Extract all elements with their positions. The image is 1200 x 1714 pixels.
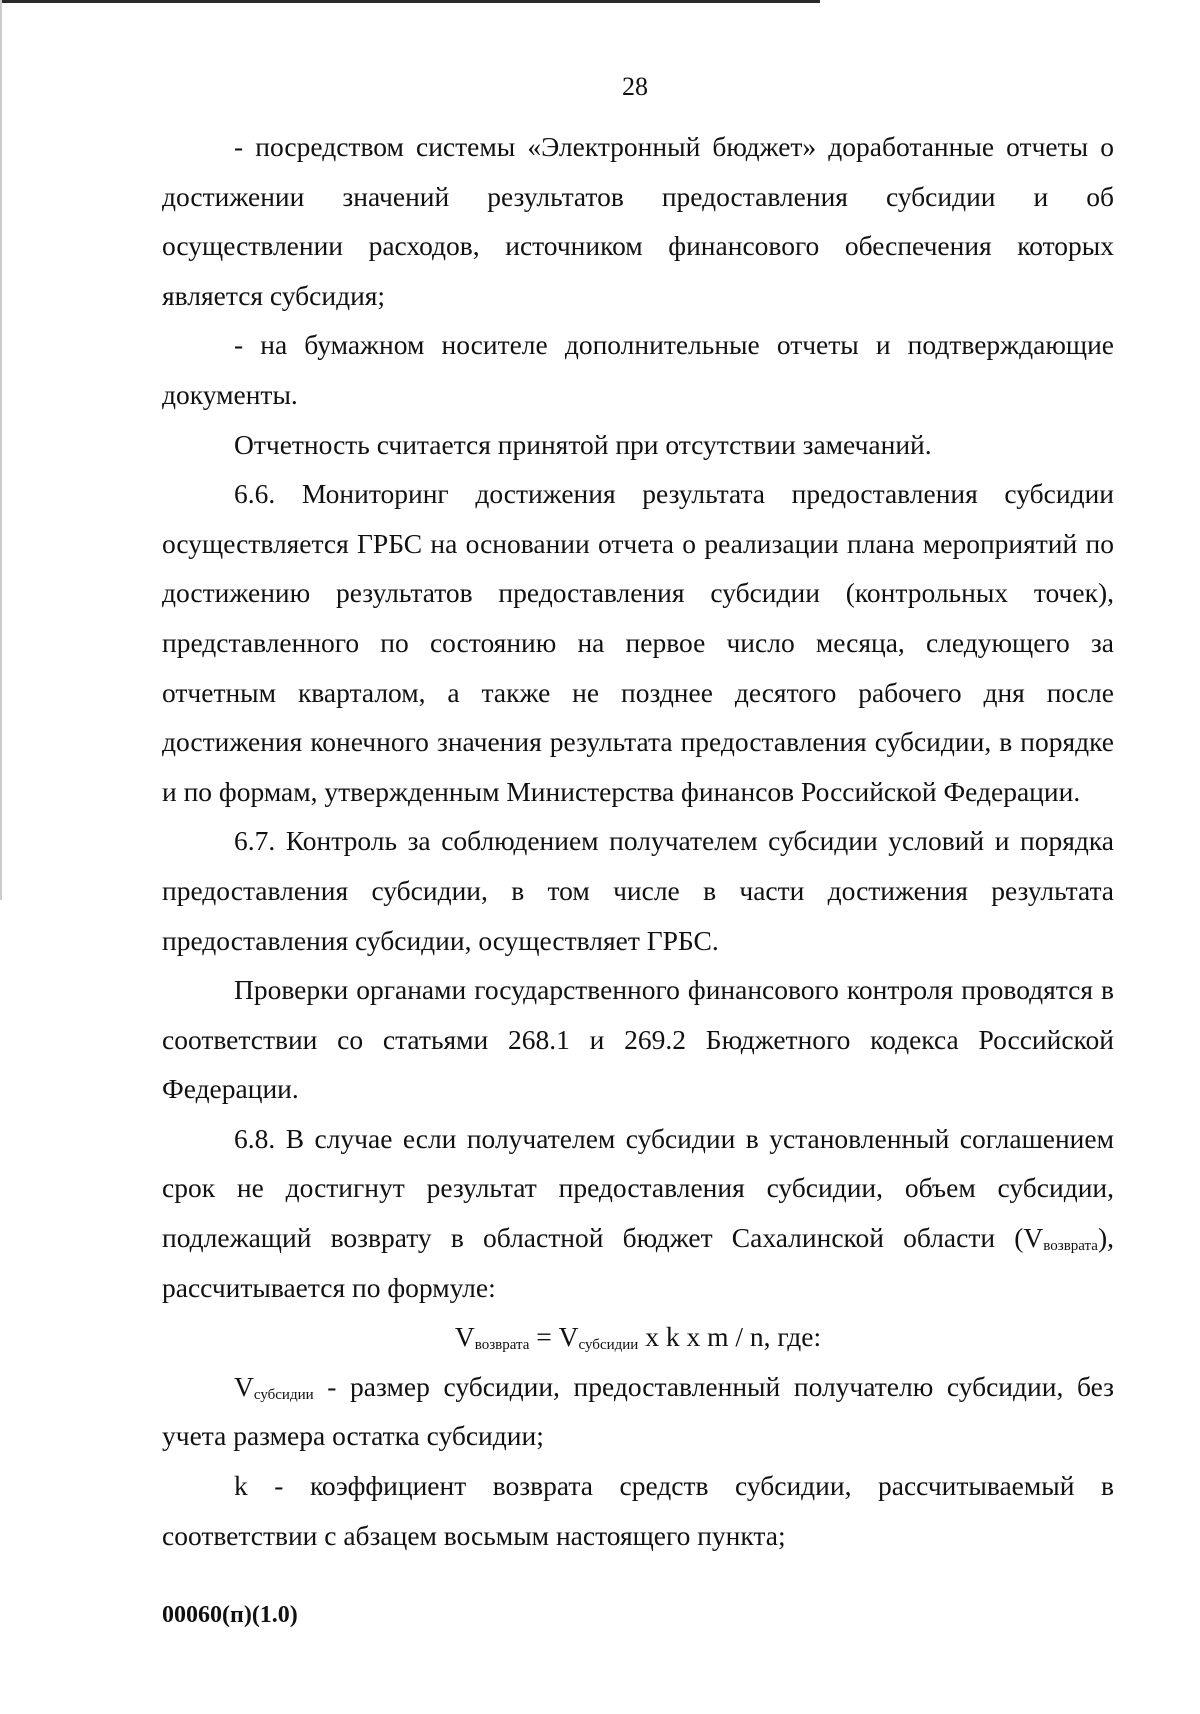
scan-top-border [0, 0, 820, 3]
document-body [162, 122, 1114, 1560]
paragraph-electronic-budget-reports: - посредством системы «Электронный бюджет» доработанные отчеты о достижении значений результатов предоставления субсидии и об осуществлении расходов, источником финансового обеспечения которых является субсидия; [162, 131, 1114, 311]
p7-tail: ), рассчитывается по формуле: [162, 1222, 1114, 1303]
paragraph-6-8-refund [162, 1114, 1114, 1312]
p7-subscript: возврата [1043, 1238, 1098, 1255]
paragraph-6-6-monitoring: 6.6. Мониторинг достижения результата предоставления субсидии осуществляется ГРБС на основании отчета о реализации плана мероприятий по достижению результатов предоставления субсидии (контрольных точек), представленного по состоянию на первое число месяца, следующего за отчетным кварталом, а также не позднее десятого рабочего дня после достижения конечного значения результата предоставления субсидии, в порядке и по формам, утвержденным Министерства финансов Российской Федерации. [162, 478, 1114, 807]
refund-formula [162, 1312, 1114, 1362]
p8-text: - размер субсидии, предоставленный получателю субсидии, без учета размера остатка субсидии; [162, 1370, 1114, 1452]
scan-left-edge [0, 0, 2, 900]
paragraph-6-7-control: 6.7. Контроль за соблюдением получателем субсидии условий и порядка предоставления субсидии, в том числе в части достижения результата предоставления субсидии, осуществляет ГРБС. [162, 825, 1114, 956]
p8-v: V [234, 1370, 254, 1402]
p7-text: 6.8. В случае если получателем субсидии в установленный соглашением срок не достигнут результат предоставления субсидии, объем субсидии, подлежащий возврату в областной бюджет Сахалинской области (V [162, 1122, 1114, 1254]
paragraph-financial-control-checks: Проверки органами государственного финансового контроля проводятся в соответствии со статьями 268.1 и 269.2 Бюджетного кодекса Российской Федерации. [162, 974, 1114, 1105]
paragraph-k-definition: k - коэффициент возврата средств субсидии, рассчитываемый в соответствии с абзацем восьмым настоящего пункта; [162, 1470, 1114, 1551]
formula-v1: V [454, 1321, 475, 1353]
formula-rest: x k x m / n, где: [638, 1321, 822, 1353]
p8-subscript: субсидии [253, 1386, 314, 1403]
document-code: 00060(п)(1.0) [162, 1602, 298, 1628]
paragraph-paper-reports: - на бумажном носителе дополнительные отчеты и подтверждающие документы. [162, 329, 1114, 410]
formula-sub-subsidii: субсидии [578, 1337, 639, 1354]
page-number: 28 [622, 72, 648, 101]
paragraph-reporting-accepted: Отчетность считается принятой при отсутствии замечаний. [234, 428, 932, 460]
formula-eq: = V [529, 1321, 579, 1353]
formula-sub-vozvrata: возврата [474, 1337, 530, 1354]
paragraph-v-subsidii-definition [162, 1362, 1114, 1461]
